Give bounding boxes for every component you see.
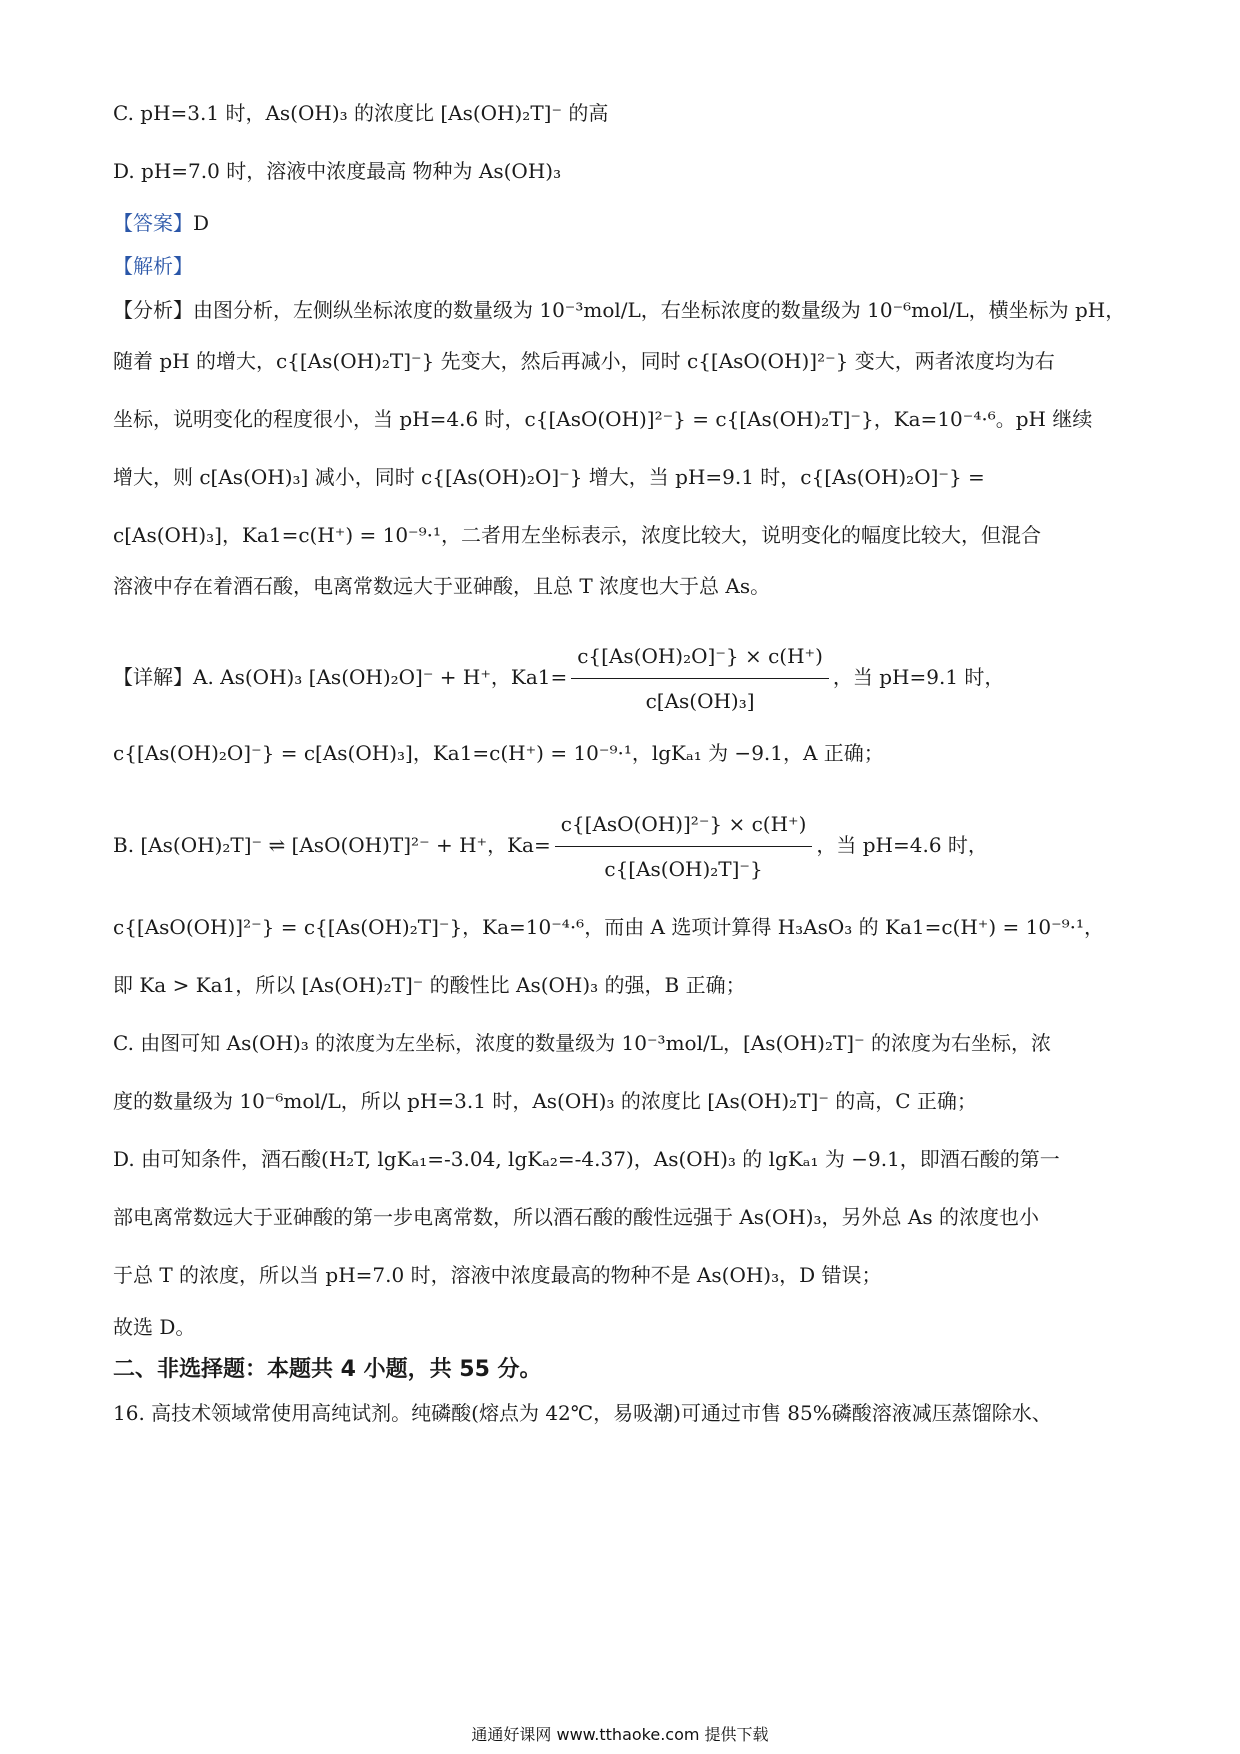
detail-b-line-2: c{[AsO(OH)]²⁻} = c{[As(OH)₂T]⁻}，Ka=10⁻⁴·⁶，而由 A 选项计算得 H₃AsO₃ 的 Ka1=c(H⁺) = 10⁻⁹·¹， [113,915,1105,939]
detail-b-line-3: 即 Ka > Ka1，所以 [As(OH)₂T]⁻ 的酸性比 As(OH)₃ 的强，B 正确； [113,973,746,997]
detail-c-line-1: C. 由图可知 As(OH)₃ 的浓度为左坐标，浓度的数量级为 10⁻³mol/L，[As(OH)₂T]⁻ 的浓度为右坐标，浓 [113,1031,1052,1055]
option-c: C. pH=3.1 时，As(OH)₃ 的浓度比 [As(OH)₂T]⁻ 的高 [113,101,609,125]
detail-a-equation [113,636,1004,721]
ka1-denominator: c[As(OH)₃] [645,689,755,713]
analysis-line-6: 溶液中存在着酒石酸，电离常数远大于亚砷酸，且总 T 浓度也大于总 As。 [113,574,771,598]
ka-fraction [555,804,813,889]
answer-value: D [193,211,210,235]
answer-line [113,209,209,237]
detail-c-line-2: 度的数量级为 10⁻⁶mol/L，所以 pH=3.1 时，As(OH)₃ 的浓度比 [As(OH)₂T]⁻ 的高，C 正确； [113,1089,977,1113]
analysis-tag [113,252,193,280]
ka-numerator: c{[AsO(OH)]²⁻} × c(H⁺) [555,804,813,847]
analysis-line-2: 随着 pH 的增大，c{[As(OH)₂T]⁻} 先变大，然后再减小，同时 c{[AsO(OH)]²⁻} 变大，两者浓度均为右 [113,349,1055,373]
detail-a-post: ，当 pH=9.1 时， [832,665,1005,689]
ka1-fraction [571,636,829,721]
choose-line: 故选 D。 [113,1315,196,1339]
analysis-tag-text: 【解析】 [113,254,193,278]
analysis-line-1: 【分析】由图分析，左侧纵坐标浓度的数量级为 10⁻³mol/L，右坐标浓度的数量级为 10⁻⁶mol/L，横坐标为 pH， [113,298,1126,322]
ka1-numerator: c{[As(OH)₂O]⁻} × c(H⁺) [571,636,829,679]
detail-b-post: ，当 pH=4.6 时， [816,833,988,857]
detail-a-pre: 【详解】A. As(OH)₃ [As(OH)₂O]⁻ + H⁺，Ka1= [113,665,568,689]
analysis-line-3: 坐标，说明变化的程度很小，当 pH=4.6 时，c{[AsO(OH)]²⁻} = c{[As(OH)₂T]⁻}，Ka=10⁻⁴·⁶。pH 继续 [113,407,1093,431]
answer-tag: 【答案】 [113,211,193,235]
detail-b-equation [113,804,988,889]
analysis-line-5: c[As(OH)₃]，Ka1=c(H⁺) = 10⁻⁹·¹，二者用左坐标表示，浓度比较大，说明变化的幅度比较大，但混合 [113,523,1041,547]
section-heading: 二、非选择题：本题共 4 小题，共 55 分。 [113,1357,542,1382]
detail-d-line-1: D. 由可知条件，酒石酸(H₂T, lgKₐ₁=-3.04, lgKₐ₂=-4.37)，As(OH)₃ 的 lgKₐ₁ 为 −9.1，即酒石酸的第一 [113,1147,1060,1171]
analysis-line-4: 增大，则 c[As(OH)₃] 减小，同时 c{[As(OH)₂O]⁻} 增大，当 pH=9.1 时，c{[As(OH)₂O]⁻} = [113,465,985,489]
detail-d-line-3: 于总 T 的浓度，所以当 pH=7.0 时，溶液中浓度最高的物种不是 As(OH)₃，D 错误； [113,1263,882,1287]
detail-d-line-2: 部电离常数远大于亚砷酸的第一步电离常数，所以酒石酸的酸性远强于 As(OH)₃，另外总 As 的浓度也小 [113,1205,1039,1229]
question-16: 16. 高技术领域常使用高纯试剂。纯磷酸(熔点为 42℃，易吸潮)可通过市售 85%磷酸溶液减压蒸馏除水、 [113,1401,1052,1425]
ka-denominator: c{[As(OH)₂T]⁻} [604,857,763,881]
detail-a-line-2: c{[As(OH)₂O]⁻} = c[As(OH)₃]，Ka1=c(H⁺) = 10⁻⁹·¹，lgKₐ₁ 为 −9.1，A 正确； [113,741,884,765]
detail-b-pre: B. [As(OH)₂T]⁻ ⇌ [AsO(OH)T]²⁻ + H⁺，Ka= [113,833,551,857]
option-d: D. pH=7.0 时，溶液中浓度最高 物种为 As(OH)₃ [113,159,562,183]
footer-source: 通通好课网 www.tthaoke.com 提供下载 [471,1725,769,1744]
